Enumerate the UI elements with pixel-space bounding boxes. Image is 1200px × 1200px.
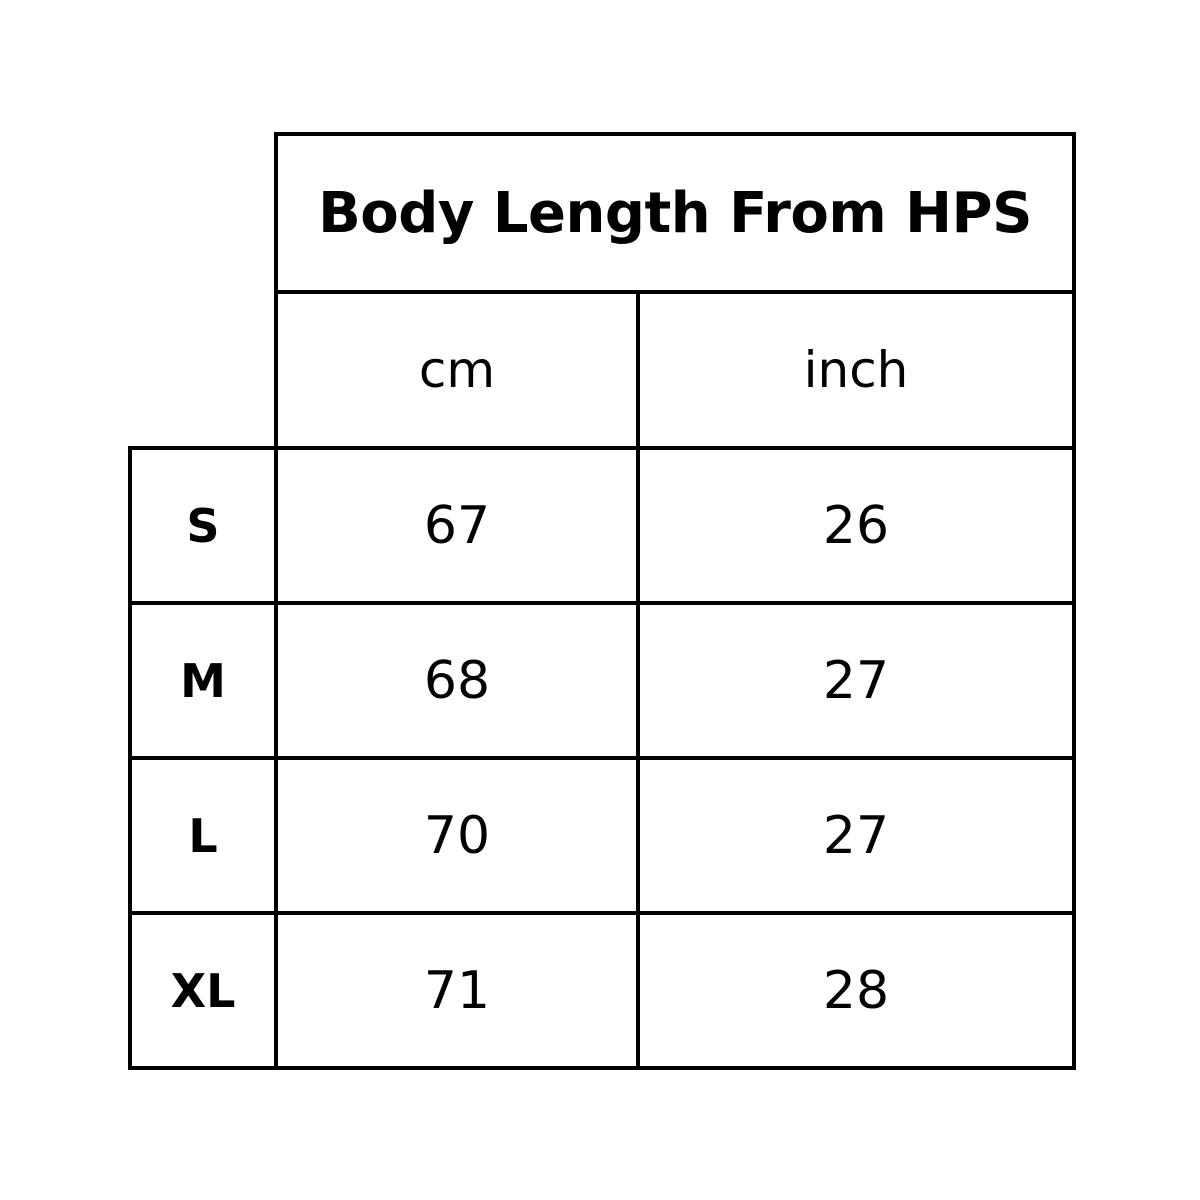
size-chart-table xyxy=(128,132,1076,1070)
row-size-label: L xyxy=(130,758,276,913)
table-row xyxy=(130,758,1074,913)
table-row xyxy=(130,603,1074,758)
row-value-inch: 27 xyxy=(638,758,1074,913)
row-value-cm: 67 xyxy=(276,448,638,603)
corner-spacer-title xyxy=(130,134,276,292)
row-size-label: S xyxy=(130,448,276,603)
corner-spacer-units xyxy=(130,292,276,448)
row-value-inch: 26 xyxy=(638,448,1074,603)
row-value-cm: 68 xyxy=(276,603,638,758)
size-chart-container xyxy=(128,132,1072,1066)
table-row xyxy=(130,913,1074,1068)
row-value-cm: 71 xyxy=(276,913,638,1068)
row-value-inch: 28 xyxy=(638,913,1074,1068)
table-row xyxy=(130,448,1074,603)
column-header-inch: inch xyxy=(638,292,1074,448)
table-units-row xyxy=(130,292,1074,448)
table-title-row xyxy=(130,134,1074,292)
row-size-label: XL xyxy=(130,913,276,1068)
table-title: Body Length From HPS xyxy=(276,134,1074,292)
row-value-cm: 70 xyxy=(276,758,638,913)
row-size-label: M xyxy=(130,603,276,758)
row-value-inch: 27 xyxy=(638,603,1074,758)
column-header-cm: cm xyxy=(276,292,638,448)
